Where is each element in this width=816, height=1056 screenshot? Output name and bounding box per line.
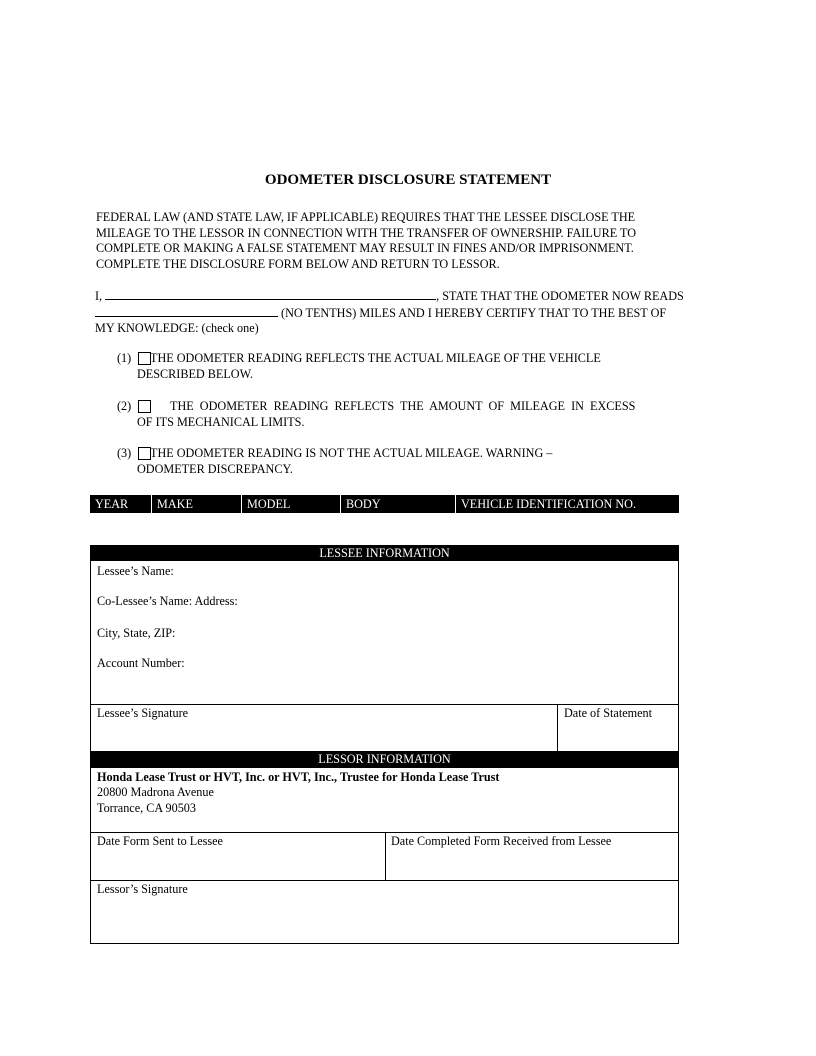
account-number-label: Account Number: — [97, 656, 185, 670]
date-of-statement-label: Date of Statement — [564, 706, 652, 720]
co-lessee-address-label: Co-Lessee’s Name: Address: — [97, 594, 238, 608]
option-checkbox[interactable] — [138, 400, 151, 413]
option-text: THE ODOMETER READING REFLECTS THE ACTUAL MILEAGE OF THE VEHICLE — [150, 351, 601, 365]
option-text: THE ODOMETER READING REFLECTS THE AMOUNT OF MILEAGE IN EXCESS — [155, 399, 636, 413]
lessor-address-line1: 20800 Madrona Avenue — [97, 785, 214, 799]
lessor-info-box — [90, 767, 679, 944]
form-title: ODOMETER DISCLOSURE STATEMENT — [264, 172, 552, 188]
vehicle-col-vin: VEHICLE IDENTIFICATION NO. — [461, 497, 636, 511]
intro-line: MILEAGE TO THE LESSOR IN CONNECTION WITH THE TRANSFER OF OWNERSHIP. FAILURE TO — [96, 225, 636, 240]
lessor-address-line2: Torrance, CA 90503 — [97, 801, 196, 815]
lessee-signature-label: Lessee’s Signature — [97, 706, 189, 720]
option-text-continued: ODOMETER DISCREPANCY. — [137, 461, 293, 476]
certify-prefix: I, — [95, 289, 103, 303]
date-sent-label: Date Form Sent to Lessee — [97, 834, 223, 848]
lessee-info-box — [90, 560, 679, 752]
vehicle-col-make: MAKE — [152, 495, 242, 513]
vehicle-col-year: YEAR — [90, 495, 152, 513]
intro-line: COMPLETE THE DISCLOSURE FORM BELOW AND RETURN TO LESSOR. — [96, 256, 500, 271]
lessee-section-header: LESSEE INFORMATION — [90, 545, 679, 561]
divider — [385, 832, 386, 880]
city-state-zip-label: City, State, ZIP: — [97, 626, 176, 640]
divider — [91, 704, 678, 705]
lessor-name: Honda Lease Trust or HVT, Inc. or HVT, Inc., Trustee for Honda Lease Trust — [97, 770, 500, 784]
vehicle-col-model: MODEL — [242, 495, 341, 513]
intro-line: FEDERAL LAW (AND STATE LAW, IF APPLICABLE) REQUIRES THAT THE LESSEE DISCLOSE THE — [96, 210, 636, 224]
option-number: (3) — [117, 446, 132, 460]
lessor-signature-label: Lessor’s Signature — [97, 882, 188, 896]
date-received-label: Date Completed Form Received from Lessee — [391, 834, 612, 848]
mileage-blank[interactable] — [95, 305, 278, 317]
intro-line: COMPLETE OR MAKING A FALSE STATEMENT MAY RESULT IN FINES AND/OR IMPRISONMENT. — [96, 241, 634, 256]
option-number: (2) — [117, 399, 132, 413]
option-number: (1) — [117, 351, 132, 365]
option-text-continued: DESCRIBED BELOW. — [137, 366, 254, 381]
lessor-section-header: LESSOR INFORMATION — [90, 751, 679, 768]
certify-text-knowledge: MY KNOWLEDGE: (check one) — [95, 321, 259, 336]
divider — [91, 880, 678, 881]
option-text-continued: OF ITS MECHANICAL LIMITS. — [137, 414, 305, 429]
name-blank[interactable] — [105, 288, 436, 300]
certification-paragraph — [95, 288, 697, 337]
option-text: THE ODOMETER READING IS NOT THE ACTUAL MILEAGE. WARNING – — [150, 446, 553, 460]
lessee-name-label: Lessee’s Name: — [97, 564, 174, 578]
certify-text-miles: (NO TENTHS) MILES AND I HEREBY CERTIFY THAT TO THE BEST OF — [278, 305, 667, 320]
intro-paragraph — [96, 210, 698, 272]
vehicle-col-body: BODY — [341, 495, 456, 513]
vehicle-header-bar — [90, 495, 679, 513]
divider — [557, 704, 558, 752]
certify-text-reads: , STATE THAT THE ODOMETER NOW READS — [436, 289, 684, 303]
